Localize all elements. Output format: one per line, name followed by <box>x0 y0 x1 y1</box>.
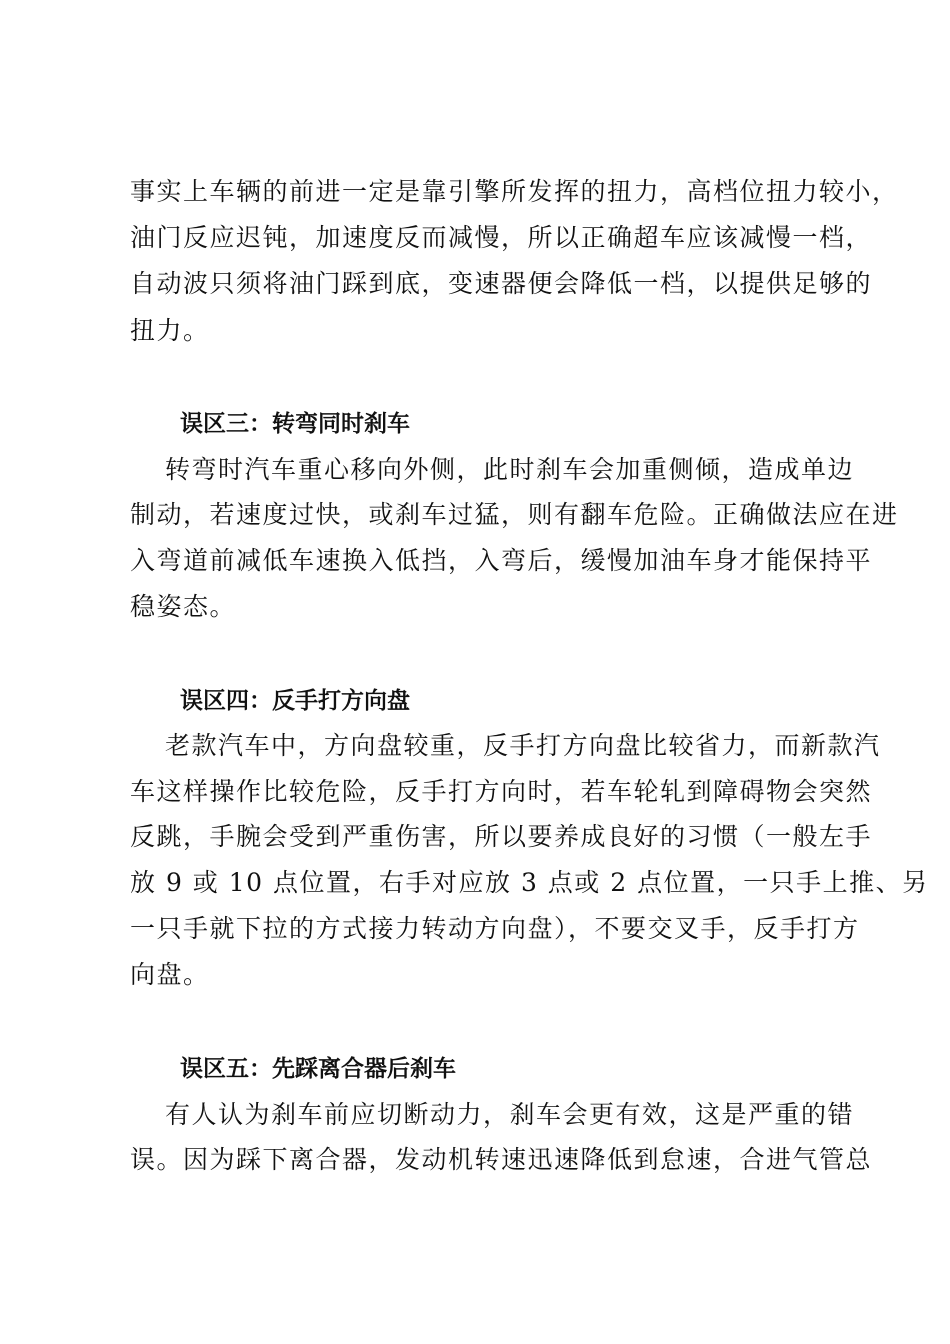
paragraph-line: 一只手就下拉的方式接力转动方向盘），不要交叉手，反手打方 <box>130 914 860 943</box>
paragraph-line: 扭力。 <box>130 316 210 345</box>
paragraph-line: 制动，若速度过快，或刹车过猛，则有翻车危险。正确做法应在进 <box>130 500 899 529</box>
paragraph-line: 有人认为刹车前应切断动力，刹车会更有效，这是严重的错 <box>165 1100 855 1129</box>
paragraph-line: 放 9 或 10 点位置，右手对应放 3 点或 2 点位置，一只手上推、另 <box>130 868 929 897</box>
paragraph-line: 稳姿态。 <box>130 592 237 621</box>
paragraph-line: 向盘。 <box>130 960 210 989</box>
paragraph-line: 车这样操作比较危险，反手打方向时，若车轮轧到障碍物会突然 <box>130 777 873 806</box>
paragraph-line: 油门反应迟钝，加速度反而减慢，所以正确超车应该减慢一档， <box>130 223 873 252</box>
paragraph-line: 转弯时汽车重心移向外侧，此时刹车会加重侧倾，造成单边 <box>165 455 855 484</box>
section-heading: 误区四：反手打方向盘 <box>180 688 410 714</box>
paragraph-line: 自动波只须将油门踩到底，变速器便会降低一档，以提供足够的 <box>130 269 873 298</box>
paragraph-line: 老款汽车中，方向盘较重，反手打方向盘比较省力，而新款汽 <box>165 731 881 760</box>
paragraph-line: 入弯道前减低车速换入低挡，入弯后，缓慢加油车身才能保持平 <box>130 546 873 575</box>
paragraph-line: 事实上车辆的前进一定是靠引擎所发挥的扭力，高档位扭力较小， <box>130 177 899 206</box>
paragraph-line: 反跳，手腕会受到严重伤害，所以要养成良好的习惯（一般左手 <box>130 822 873 851</box>
paragraph-line: 误。因为踩下离合器，发动机转速迅速降低到怠速，合进气管总 <box>130 1145 873 1174</box>
section-heading: 误区五：先踩离合器后刹车 <box>180 1056 456 1082</box>
section-heading: 误区三：转弯同时刹车 <box>180 411 410 437</box>
